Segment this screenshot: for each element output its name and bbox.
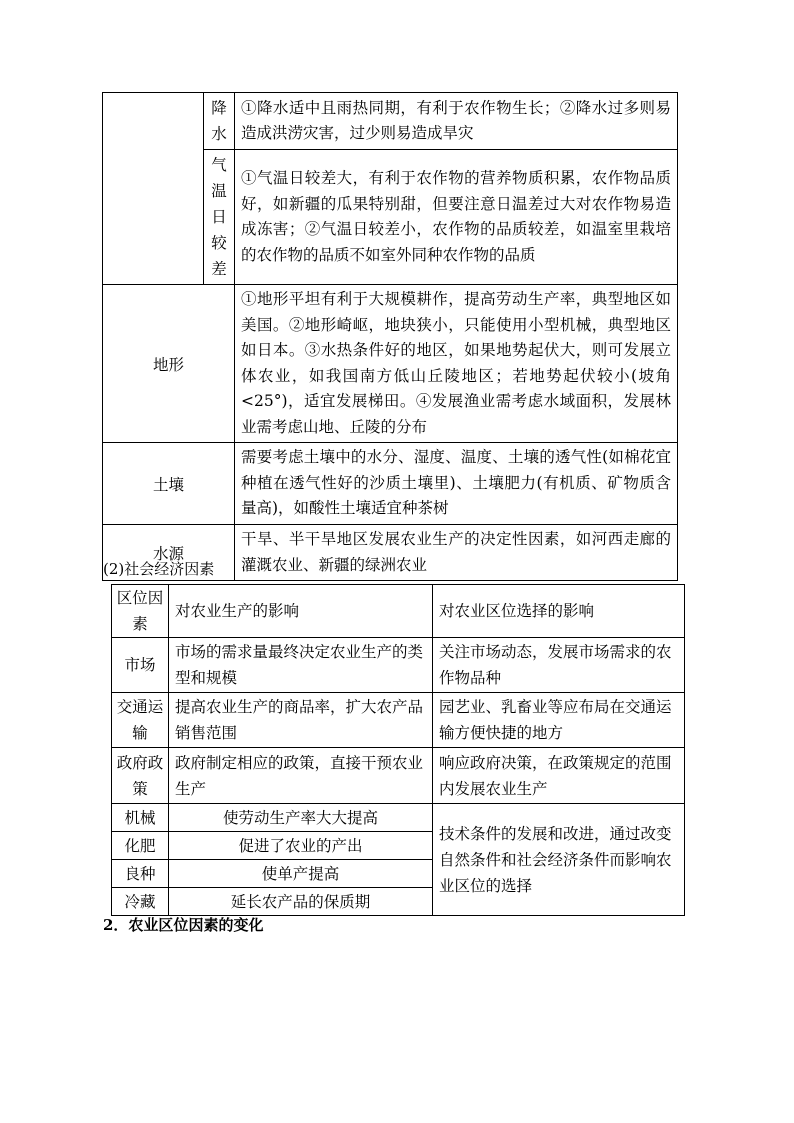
factor-policy: 政府政策 (112, 748, 169, 804)
effect-market: 市场的需求量最终决定农业生产的类型和规模 (169, 638, 433, 693)
section-heading-socioeconomic: (2)社会经济因素 (103, 560, 215, 578)
factor-label-soil: 土壤 (103, 443, 235, 525)
climate-group-cell (103, 93, 204, 285)
factor-seeds: 良种 (112, 860, 169, 888)
factor-market: 市场 (112, 638, 169, 693)
effect-fertilizer: 促进了农业的产出 (169, 832, 433, 860)
factor-refrigeration: 冷藏 (112, 888, 169, 916)
table-header-row (112, 585, 685, 638)
factor-terrain-text: ①地形平坦有利于大规模耕作，提高劳动生产率，典型地区如美国。②地形崎岖，地块狭小，只能使用小型机械，典型地区如日本。③水热条件好的地区，如果地势起伏大，则可发展立体农业，如我国南方低山丘陵地区；若地势起伏较小(坡角<25°)，适宜发展梯田。④发展渔业需考虑水域面积，发展林业需考虑山地、丘陵的分布 (235, 285, 678, 443)
table-row (112, 638, 685, 693)
choice-policy: 响应政府决策，在政策规定的范围内发展农业生产 (433, 748, 685, 804)
factor-diurnal-text: ①气温日较差大，有利于农作物的营养物质积累，农作物品质好，如新疆的瓜果特别甜，但要注意日温差过大对农作物易造成冻害；②气温日较差小，农作物的品质较差，如温室里栽培的农作物的品质不如室外同种农作物的品质 (235, 150, 678, 285)
table-row (112, 804, 685, 832)
choice-market: 关注市场动态，发展市场需求的农作物品种 (433, 638, 685, 693)
factor-machinery: 机械 (112, 804, 169, 832)
section-heading-changes: 2．农业区位因素的变化 (103, 916, 264, 934)
header-factor: 区位因素 (112, 585, 169, 638)
factor-label-terrain: 地形 (103, 285, 235, 443)
effect-refrigeration: 延长农产品的保质期 (169, 888, 433, 916)
table-row (112, 748, 685, 804)
factor-label-diurnal: 气 温 日 较 差 (204, 150, 235, 285)
table-row (112, 693, 685, 748)
choice-transport: 园艺业、乳畜业等应布局在交通运输方便快捷的地方 (433, 693, 685, 748)
header-effect: 对农业生产的影响 (169, 585, 433, 638)
factor-precip-text: ①降水适中且雨热同期，有利于农作物生长；②降水过多则易造成洪涝灾害，过少则易造成旱灾 (235, 93, 678, 150)
table-row (103, 285, 678, 443)
socioeconomic-factors-table (111, 584, 685, 916)
factor-fertilizer: 化肥 (112, 832, 169, 860)
effect-seeds: 使单产提高 (169, 860, 433, 888)
header-choice: 对农业区位选择的影响 (433, 585, 685, 638)
factor-soil-text: 需要考虑土壤中的水分、湿度、温度、土壤的透气性(如棉花宜种植在透气性好的沙质土壤里)、土壤肥力(有机质、矿物质含量高)，如酸性土壤适宜种茶树 (235, 443, 678, 525)
effect-transport: 提高农业生产的商品率，扩大农产品销售范围 (169, 693, 433, 748)
factor-label-precip: 降 水 (204, 93, 235, 150)
choice-technology: 技术条件的发展和改进，通过改变自然条件和社会经济条件而影响农业区位的选择 (433, 804, 685, 916)
factor-label-water: 水源 (103, 525, 235, 581)
factor-water-text: 干旱、半干旱地区发展农业生产的决定性因素，如河西走廊的灌溉农业、新疆的绿洲农业 (235, 525, 678, 581)
effect-policy: 政府制定相应的政策，直接干预农业生产 (169, 748, 433, 804)
factor-transport: 交通运输 (112, 693, 169, 748)
effect-machinery: 使劳动生产率大大提高 (169, 804, 433, 832)
table-row (103, 93, 678, 150)
natural-factors-table (102, 92, 678, 581)
table-row (103, 443, 678, 525)
